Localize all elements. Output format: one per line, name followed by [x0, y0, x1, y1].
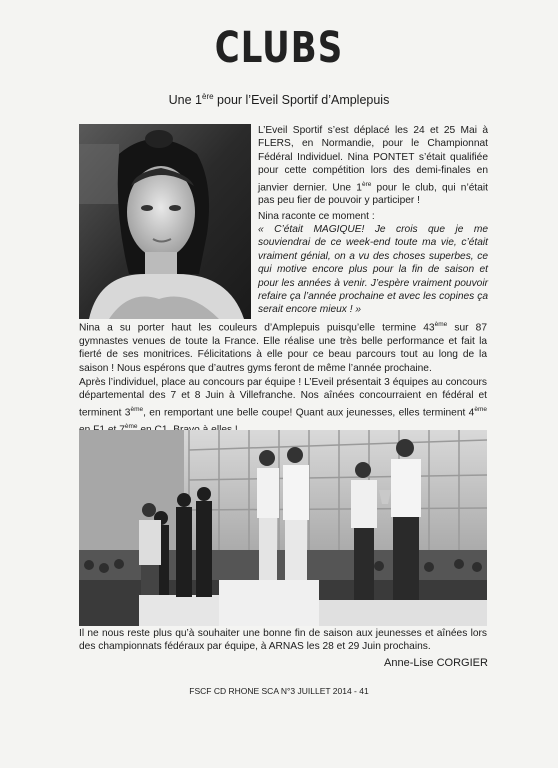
- team-paragraph: Après l’individuel, place au concours par équipe ! L’Eveil présentait 3 équipes au concours départemental des 7 et 8 Juin à Villefranche. Nos aînées concourraient en fédéral et terminent 3ème, en remportant une belle coupe! Quant aux jeunesses, elles terminent $4^{èmeème}$: [79, 377, 488, 430]
- closing-paragraph: Il ne nous reste plus qu’à souhaiter une bonne fin de saison aux jeunesses et aînées lors des championnats fédéraux par équipe, à ARNAS les 28 et 29 Juin prochains.: [79, 628, 487, 653]
- intro-paragraph: L’Eveil Sportif s’est déplacé les 24 et 25 Mai à FLERS, en Normandie, pour le Championnat Fédéral Individuel. Nina PONTET s’était qualifiée pour cette compétition lors des demi-finales en janvier dernier. Une 1ère pour le club, qui n’était pas peu fier de pouvoir y participer !: [258, 125, 488, 207]
- page-footer: FSCF CD RHONE SCA N°3 JUILLET 2014 - 41: [189, 686, 369, 696]
- nina-quote: « C’était MAGIQUE! Je crois que je me souviendrai de ce week-end toute ma vie, c’était vraiment génial, on a vu des choses superbes, ce qui motive encore plus pour la fin de saison et pour les années à venir. J’espère vraiment pouvoir refaire ça l’année prochaine et avec les copines ça serait encore mieux ! »: [258, 224, 488, 316]
- author-signature: Anne-Lise CORGIER: [384, 657, 488, 669]
- podium-photo: [79, 430, 487, 626]
- quote-intro: Nina raconte ce moment :: [258, 211, 375, 222]
- article-headline: Une 1ère pour l’Eveil Sportif d’Amplepuis: [168, 92, 390, 108]
- results-paragraph: Nina a su porter haut les couleurs d’Amplepuis puisqu’elle termine 43ème sur 87 gymnastes venues de toute la France. Elle réalise une très belle performance et fait la fierté de ses monitrices. Félicitations à elle pour ce beau parcours tout au long de la saison ! Nous espérons que d’autres gyms feront de même l’année prochaine.: [79, 321, 487, 374]
- portrait-photo: [79, 124, 251, 319]
- page-title: CLUBS: [214, 23, 344, 73]
